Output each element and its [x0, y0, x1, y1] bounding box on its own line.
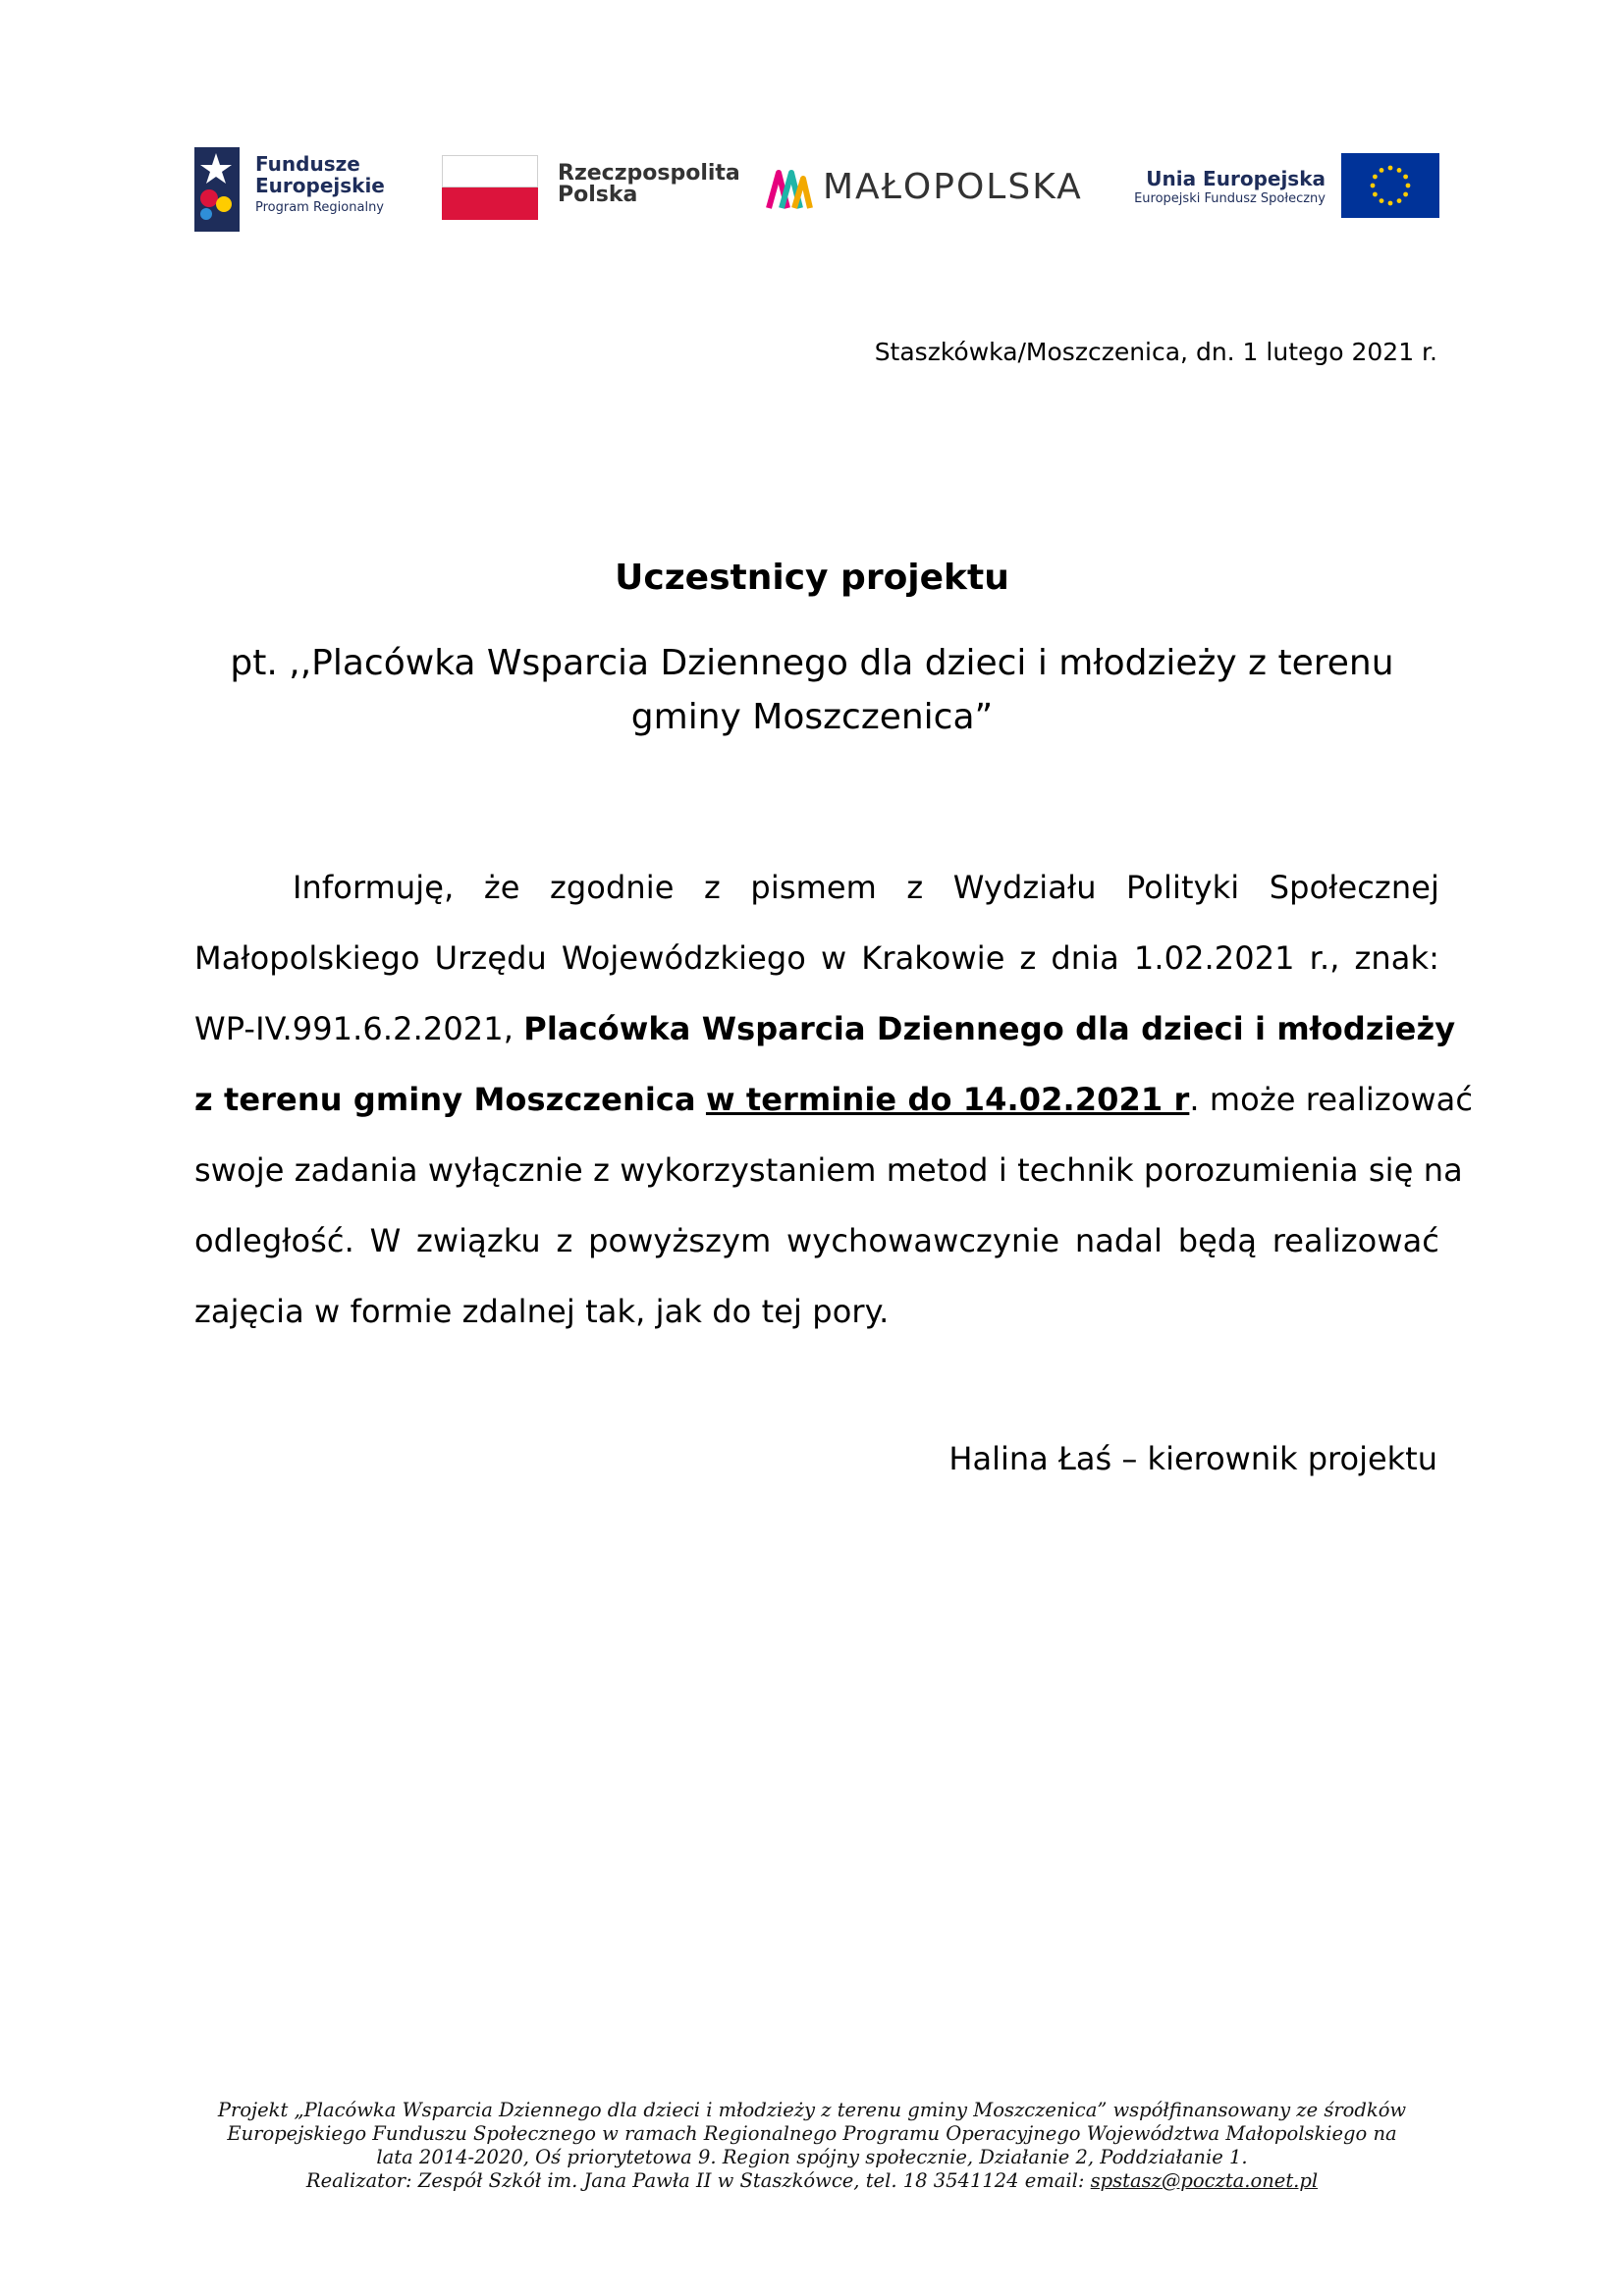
- footer-line-1: Projekt „Placówka Wsparcia Dziennego dla dzieci i młodzieży z terenu gminy Moszczenica” współfinansowany ze środków: [217, 2099, 1407, 2121]
- fundusze-name-2: Europejskie: [255, 174, 385, 197]
- malopolska-logo: [766, 147, 1100, 232]
- logo-bar: [194, 147, 1439, 232]
- body-text-1: Informuję, że zgodnie z pismem z Wydziału Polityki Społecznej: [293, 869, 1439, 906]
- ue-sub: Europejski Fundusz Społeczny: [1134, 191, 1326, 206]
- footer: [0, 2099, 1624, 2193]
- body-line: [194, 1064, 1474, 1135]
- project-title-line-1: pt. ,,Placówka Wsparcia Dziennego dla dzieci i młodzieży z terenu: [230, 643, 1394, 683]
- unia-europejska-logo: [1121, 147, 1439, 232]
- fundusze-europejskie-icon: [194, 147, 240, 232]
- footer-line-4: [0, 2169, 1624, 2193]
- body-deadline: w terminie do 14.02.2021 r: [705, 1081, 1190, 1118]
- body-text-5: swoje zadania wyłącznie z wykorzystaniem metod i technik porozumienia się na: [194, 1151, 1463, 1189]
- fundusze-sub: Program Regionalny: [255, 200, 384, 215]
- footer-line-2: Europejskiego Funduszu Społecznego w ramach Regionalnego Programu Operacyjnego Województwa Małopolskiego na: [227, 2122, 1397, 2145]
- polish-flag-icon: [442, 155, 538, 220]
- body-line: [194, 852, 1439, 923]
- body-text-3a: WP-IV.991.6.2.2021,: [194, 1010, 514, 1047]
- fundusze-name-1: Fundusze: [255, 152, 360, 176]
- project-title: [0, 636, 1624, 744]
- body-text-7: zajęcia w formie zdalnej tak, jak do tej pory.: [194, 1293, 890, 1330]
- project-title-line-2: gminy Moszczenica”: [630, 697, 994, 737]
- body-text-6: odległość. W związku z powyższym wychowawczynie nadal będą realizować: [194, 1222, 1439, 1259]
- body-text-4a: z terenu gminy Moszczenica: [194, 1081, 696, 1118]
- fundusze-europejskie-logo: [194, 147, 401, 232]
- rp-name-1: Rzeczpospolita: [558, 161, 740, 186]
- eu-flag-icon: [1341, 153, 1439, 218]
- body-line: [194, 1135, 1463, 1205]
- body-line: [194, 1276, 1439, 1347]
- body-paragraph: [194, 852, 1474, 1347]
- body-line: [194, 993, 1456, 1064]
- rp-name-2: Polska: [558, 183, 638, 207]
- footer-realizator: Realizator: Zespół Szkół im. Jana Pawła II w Staszkówce, tel. 18 3541124 email:: [305, 2169, 1091, 2192]
- body-text-4c: . może realizować: [1189, 1081, 1474, 1118]
- page-title: Uczestnicy projektu: [615, 558, 1009, 598]
- place-date: Staszkówka/Moszczenica, dn. 1 lutego 2021 r.: [874, 338, 1437, 366]
- malopolska-name: MAŁOPOLSKA: [823, 167, 1083, 207]
- body-text-2: Małopolskiego Urzędu Wojewódzkiego w Krakowie z dnia 1.02.2021 r., znak:: [194, 939, 1439, 977]
- ue-name: Unia Europejska: [1146, 167, 1326, 190]
- footer-email-link[interactable]: spstasz@poczta.onet.pl: [1090, 2169, 1319, 2192]
- rzeczpospolita-polska-logo: [442, 147, 740, 232]
- body-text-3b: Placówka Wsparcia Dziennego dla dzieci i młodzieży: [523, 1010, 1456, 1047]
- signature: Halina Łaś – kierownik projektu: [948, 1440, 1437, 1477]
- body-line: [194, 1205, 1439, 1276]
- footer-line-3: lata 2014-2020, Oś priorytetowa 9. Region spójny społecznie, Działanie 2, Poddziałanie 1.: [376, 2146, 1248, 2168]
- malopolska-icon: [766, 167, 813, 212]
- body-line: [194, 923, 1439, 993]
